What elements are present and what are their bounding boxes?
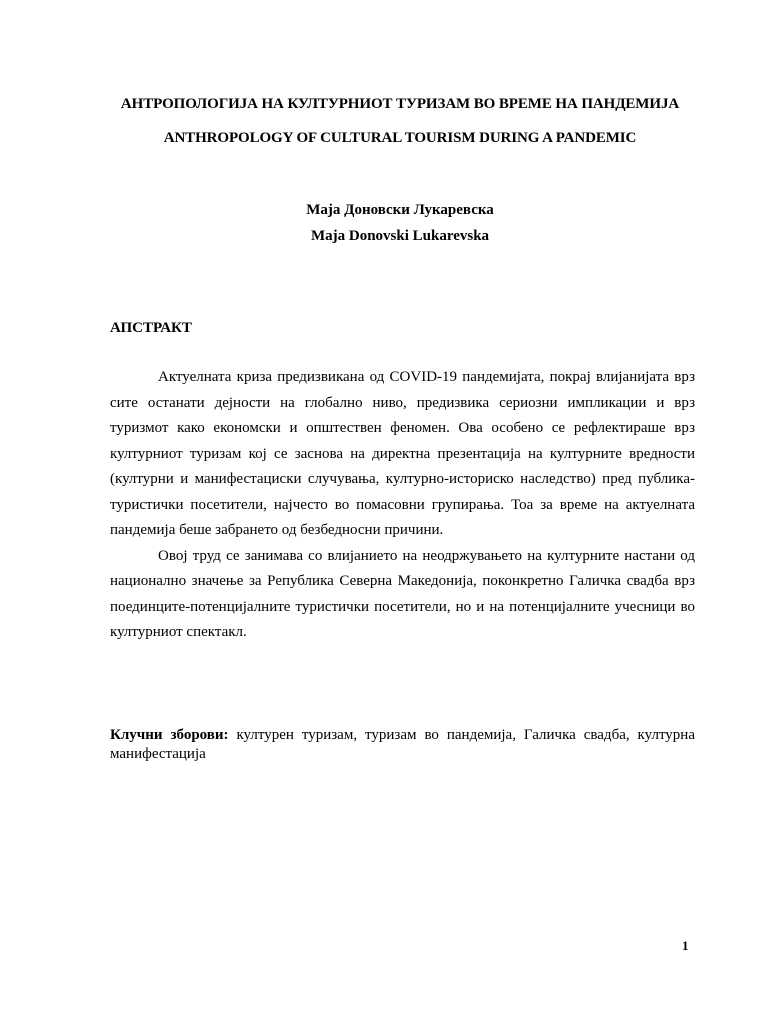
keywords-text: културен туризам, туризам во пандемија, Галичка свадба, културна манифестација	[110, 727, 695, 762]
author-name-english: Maja Donovski Lukarevska	[310, 228, 490, 244]
keywords-section	[110, 726, 695, 764]
abstract-body	[110, 365, 695, 646]
author-name-macedonian: Маја Доновски Лукаревска	[306, 202, 494, 218]
abstract-paragraph: Актуелната криза предизвикана од COVID-19 пандемијата, покрај влијанијата врз сите останати дејности на глобално ниво, предизвика сериозни импликации и врз туризмот како економски и општествен феномен. Ова особено се рефлектираше врз културниот туризам кој се заснова на директна презентација на културните вредности (културни и манифестациски случувања, културно-историско наследство) пред публика-туристички посетители, најчесто во помасовни групирања. Тоа за време на актуелната пандемија беше забрането од безбедносни причини.	[110, 369, 695, 538]
title-english: ANTHROPOLOGY OF CULTURAL TOURISM DURING A PANDEMIC	[163, 130, 637, 146]
abstract-heading: АПСТРАКТ	[110, 320, 192, 336]
page-number: 1	[682, 938, 689, 953]
abstract-paragraph: Овој труд се занимава со влијанието на неодржувањето на културните настани од национално значење за Република Северна Македонија, поконкретно Галичка свадба врз поединците-потенцијалните туристички посетители, но и на потенцијалните учесници во културниот спектакл.	[110, 547, 695, 640]
title-macedonian: АНТРОПОЛОГИЈА НА КУЛТУРНИОТ ТУРИЗАМ ВО ВРЕМЕ НА ПАНДЕМИЈА	[120, 96, 680, 112]
keywords-label: Клучни зборови:	[110, 727, 229, 743]
